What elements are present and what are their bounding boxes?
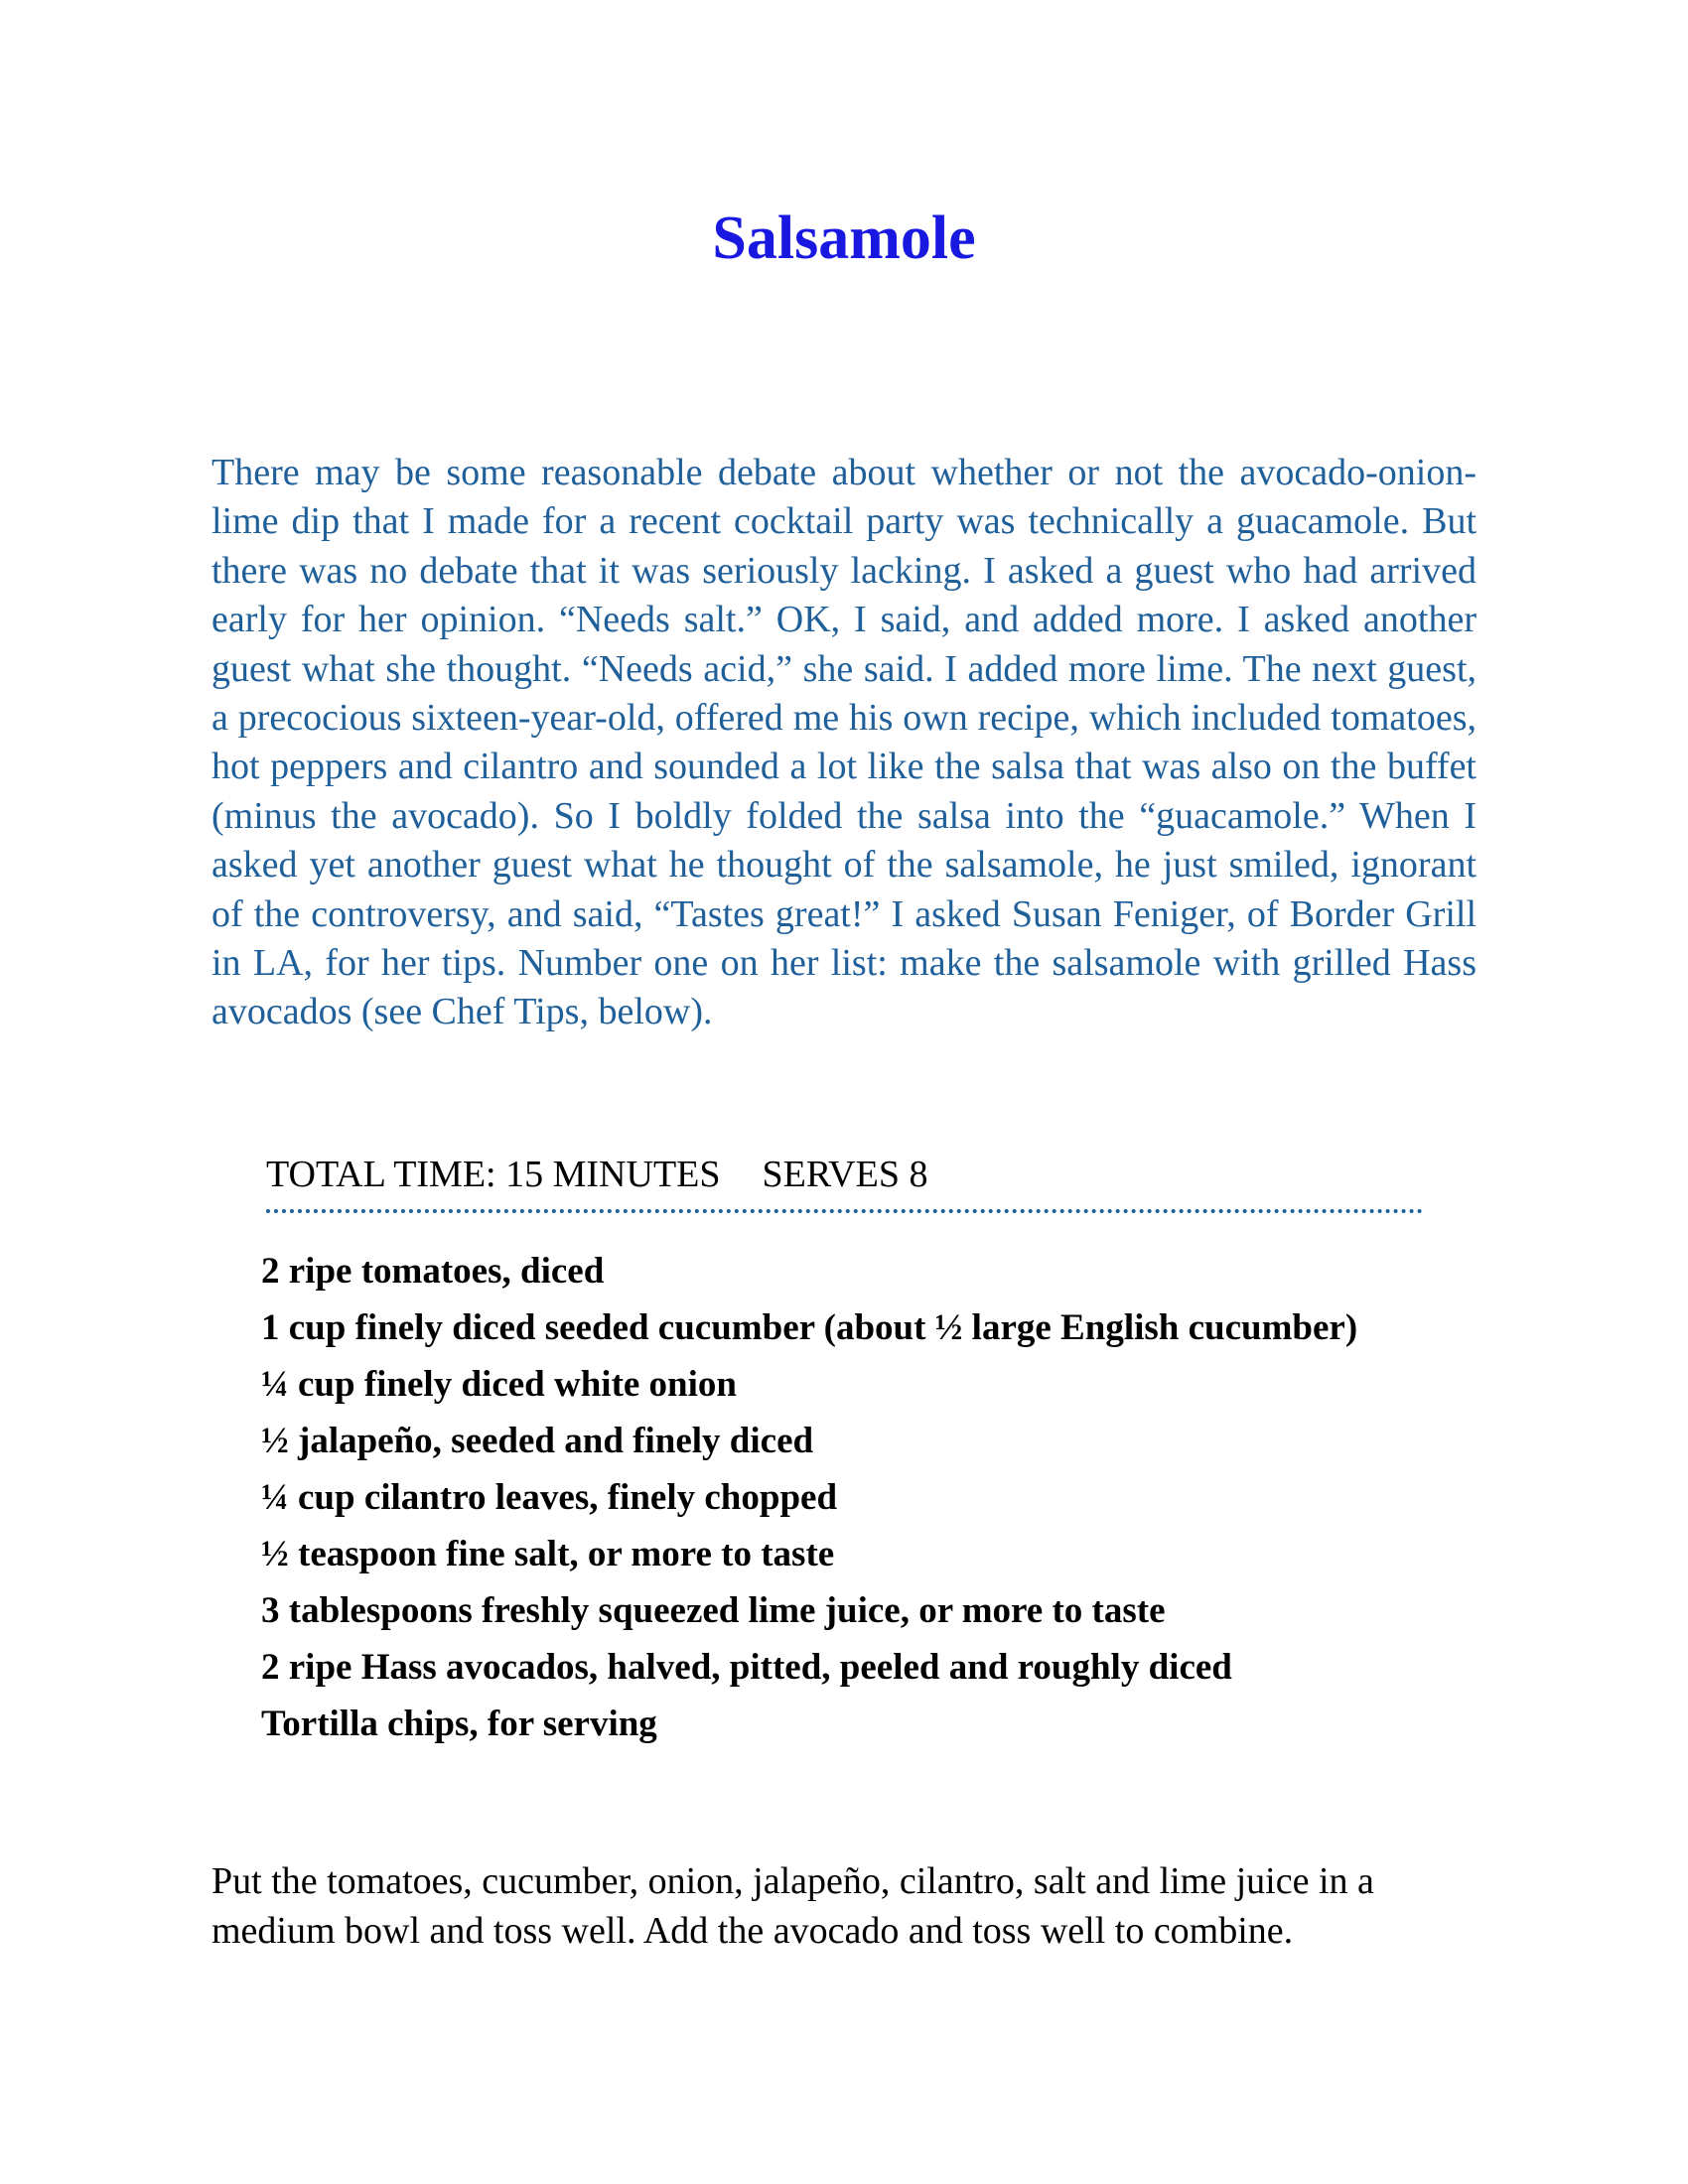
recipe-meta	[266, 1150, 1423, 1199]
ingredient-list	[261, 1247, 1453, 1756]
ingredient-item: 3 tablespoons freshly squeezed lime juice, or more to taste	[261, 1590, 1166, 1631]
ingredient-item: 2 ripe Hass avocados, halved, pitted, peeled and roughly diced	[261, 1647, 1232, 1688]
servings: SERVES 8	[762, 1154, 928, 1195]
ingredient-item: ½ teaspoon fine salt, or more to taste	[261, 1534, 835, 1574]
recipe-title: Salsamole	[712, 205, 976, 272]
method-paragraph: Put the tomatoes, cucumber, onion, jalapeño, cilantro, salt and lime juice in a medium bowl and toss well. Add the avocado and toss well to combine.	[211, 1860, 1374, 1952]
ingredient-item: ¼ cup finely diced white onion	[261, 1364, 737, 1405]
intro-paragraph: There may be some reasonable debate about whether or not the avocado-onion-lime dip that I made for a recent cocktail party was technically a guacamole. But there was no debate that it was seriously lacking. I asked a guest who had arrived early for her opinion. “Needs salt.” OK, I said, and added more. I asked another guest what she thought. “Needs acid,” she said. I added more lime. The next guest, a precocious sixteen-year-old, offered me his own recipe, which included tomatoes, hot peppers and cilantro and sounded a lot like the salsa that was also on the buffet (minus the avocado). So I boldly folded the salsa into the “guacamole.” When I asked yet another guest what he thought of the salsamole, he just smiled, ignorant of the controversy, and said, “Tastes great!” I asked Susan Feniger, of Border Grill in LA, for her tips. Number one on her list: make the salsamole with grilled Hass avocados (see Chef Tips, below).	[211, 452, 1477, 1033]
dotted-divider	[266, 1209, 1423, 1213]
ingredient-item: Tortilla chips, for serving	[261, 1704, 657, 1744]
total-time: TOTAL TIME: 15 MINUTES	[266, 1154, 721, 1195]
ingredient-item: 1 cup finely diced seeded cucumber (about ½ large English cucumber)	[261, 1307, 1358, 1348]
ingredient-item: ¼ cup cilantro leaves, finely chopped	[261, 1477, 838, 1518]
ingredient-item: ½ jalapeño, seeded and finely diced	[261, 1421, 814, 1461]
ingredient-item: 2 ripe tomatoes, diced	[261, 1251, 605, 1292]
